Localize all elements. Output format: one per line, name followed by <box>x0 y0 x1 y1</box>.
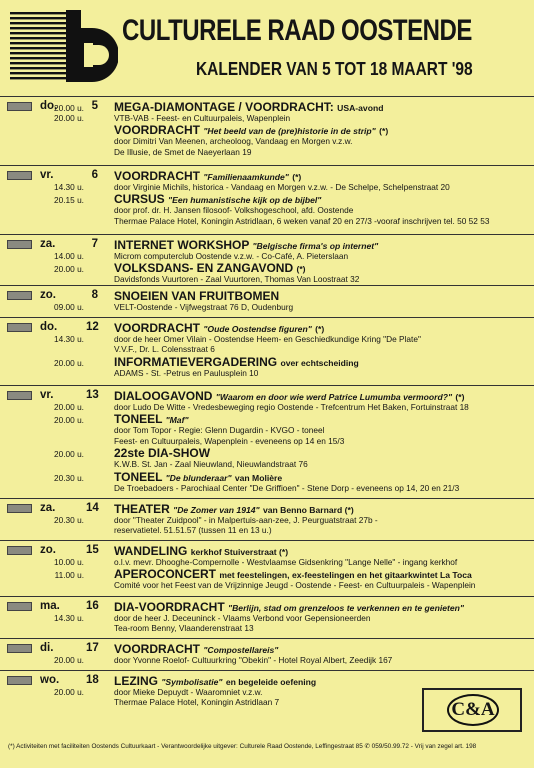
calendar-period: KALENDER VAN 5 TOT 18 MAART '98 <box>196 59 473 79</box>
event-heading <box>114 567 472 581</box>
event-subtitle: "Symbolisatie" <box>161 677 223 687</box>
event-detail: Comité voor het Feest van de Vrijzinnige Jeugd - Oostende - Feest- en Cultuurpaleis - Wapenplein <box>114 580 476 591</box>
event-subtitle: "Compostellareis" <box>203 645 279 655</box>
event-note: (*) <box>296 264 306 275</box>
event-subtitle: "Oude Oostendse figuren" <box>203 324 312 334</box>
event-time: 20.00 u. <box>54 449 84 460</box>
event-heading <box>114 600 464 614</box>
day-date: 18 <box>86 674 99 686</box>
event-heading <box>114 321 324 335</box>
day-name: zo. <box>40 289 56 301</box>
event-note: (*) <box>315 324 325 334</box>
event-detail: VTB-VAB - Feest- en Cultuurpaleis, Wapenplein <box>114 113 291 123</box>
day-marker-bar <box>7 171 32 180</box>
event-detail: door Ludo De Witte - Vredesbeweging regio Oostende - Trefcentrum Het Baken, Fortuinstraat 18 <box>114 402 469 412</box>
event-detail: Microm computerclub Oostende v.z.w. - Co-Café, A. Pieterslaan <box>114 251 349 261</box>
day-date: 7 <box>91 238 98 250</box>
calendar-day <box>0 670 534 708</box>
event-subtitle: "Familienaamkunde" <box>203 172 289 182</box>
day-name: di. <box>40 642 54 654</box>
event-detail: De Troebadoers - Parochiaal Center "De Griffioen" - Stene Dorp - eveneens op 14, 20 en 21/3 <box>114 482 460 493</box>
day-marker-bar <box>7 504 32 513</box>
event-detail: door Tom Topor - Regie: Glenn Dugardin - KVGO - toneel <box>114 425 325 436</box>
day-date: 6 <box>91 169 98 181</box>
footer-note: (*) Activiteiten met faciliteiten Oostends Cultuurkaart - Verantwoordelijke uitgever: Culturele Raad Oostende, Leffingestraat 85 ✆ 059/50.99.72 - Vrij van zegel art. 198 <box>8 743 477 750</box>
day-name: wo. <box>40 674 60 686</box>
event-title: INFORMATIEVERGADERING <box>114 354 278 369</box>
event-detail: door de heer J. Deceuninck - Vlaams Verbond voor Gepensioneerden <box>114 613 371 623</box>
event-heading <box>114 412 189 426</box>
event-title: WANDELING <box>114 544 188 558</box>
event-time: 20.15 u. <box>54 195 84 206</box>
event-heading <box>114 674 316 688</box>
day-marker-bar <box>7 323 32 332</box>
event-heading <box>114 169 301 183</box>
event-note: en begeleide oefening <box>225 677 317 687</box>
event-time: 20.30 u. <box>54 472 84 483</box>
event-time: 20.00 u. <box>54 415 84 426</box>
event-title: MEGA-DIAMONTAGE / VOORDRACHT: <box>114 100 334 114</box>
event-note: van Molière <box>234 472 283 483</box>
event-title: APEROCONCERT <box>114 567 217 582</box>
event-detail: Thermae Palace Hotel, Koningin Astridlaan, 6 weken vanaf 20 en 27/3 -vooraf inschrijven tel. 50 52 53 <box>114 215 490 226</box>
culturele-raad-logo <box>10 10 118 84</box>
day-marker-bar <box>7 546 32 555</box>
event-detail: ADAMS - St. -Petrus en Paulusplein 10 <box>114 367 259 378</box>
event-subtitle: "De Zomer van 1914" <box>173 505 260 515</box>
event-detail: door "Theater Zuidpool" - in Malpertuis-aan-zee, J. Peurguatstraat 27b - <box>114 515 378 525</box>
event-title: SNOEIEN VAN FRUITBOMEN <box>114 289 280 303</box>
event-title: CURSUS <box>114 192 165 207</box>
event-time: 20.00 u. <box>54 103 84 113</box>
event-subtitle: "Waarom en door wie werd Patrice Lumumba vermoord?" <box>215 392 453 402</box>
event-detail: V.V.F., Dr. L. Colensstraat 6 <box>114 344 215 355</box>
event-title: THEATER <box>114 502 170 516</box>
day-marker-bar <box>7 240 32 249</box>
event-line-time: 14.30 u. <box>54 182 84 192</box>
day-date: 12 <box>86 321 99 333</box>
event-heading <box>114 289 279 303</box>
event-heading <box>114 355 359 369</box>
event-detail: Davidsfonds Vuurtoren - Zaal Vuurtoren, Thomas Van Loostraat 32 <box>114 274 360 285</box>
event-title: VOLKSDANS- EN ZANGAVOND <box>114 261 294 276</box>
event-subtitle: "Maf" <box>165 415 189 426</box>
event-title: DIA-VOORDRACHT <box>114 600 225 614</box>
event-note: over echtscheiding <box>280 357 359 368</box>
day-marker-bar <box>7 676 32 685</box>
day-marker-bar <box>7 644 32 653</box>
event-line-time: 20.30 u. <box>54 515 84 525</box>
event-heading <box>114 642 278 656</box>
event-title: VOORDRACHT <box>114 169 200 183</box>
day-date: 16 <box>86 600 99 612</box>
event-title: 22ste DIA-SHOW <box>114 446 211 461</box>
event-detail: door Dimitri Van Meenen, archeoloog, Vandaag en Morgen v.z.w. <box>114 136 353 147</box>
event-title: VOORDRACHT <box>114 123 200 138</box>
day-marker-bar <box>7 391 32 400</box>
event-subtitle: "Het beeld van de (pre)historie in de strip" <box>203 126 376 137</box>
calendar-day <box>0 540 534 591</box>
day-date: 17 <box>86 642 99 654</box>
event-title: VOORDRACHT <box>114 321 200 335</box>
event-note: (*) <box>292 172 302 182</box>
calendar-day <box>0 638 534 665</box>
event-note: (*) <box>455 392 465 402</box>
calendar-day <box>0 96 534 157</box>
event-heading <box>114 470 282 484</box>
event-heading <box>114 261 306 275</box>
event-title: LEZING <box>114 674 158 688</box>
page-title: CULTURELE RAAD OOSTENDE <box>122 14 472 47</box>
event-detail: De Illusie, de Smet de Naeyerlaan 19 <box>114 146 252 157</box>
event-subtitle: "Een humanistische kijk op de bijbel" <box>168 195 322 206</box>
event-time: 20.00 u. <box>54 264 84 275</box>
calendar-day <box>0 596 534 634</box>
event-detail: Thermae Palace Hotel, Koningin Astridlaan 7 <box>114 697 280 708</box>
sponsor-logo-text: C&A <box>447 694 499 726</box>
day-name: za. <box>40 238 56 250</box>
event-detail: door Virginie Michils, historica - Vandaag en Morgen v.z.w. - De Schelpe, Schelpenstraat 20 <box>114 182 450 192</box>
calendar-day <box>0 285 534 312</box>
event-detail: door de heer Omer Vilain - Oostendse Heem- en Geschiedkundige Kring "De Plate" <box>114 334 421 344</box>
event-heading <box>114 446 210 460</box>
day-name: do. <box>40 100 58 112</box>
event-note: USA-avond <box>337 103 384 113</box>
event-detail: Feest- en Cultuurpaleis, Wapenplein - eveneens op 14 en 15/3 <box>114 435 345 446</box>
event-heading <box>114 192 321 206</box>
event-subtitle: "De blunderaar" <box>165 472 232 483</box>
event-time: 11.00 u. <box>54 570 84 581</box>
calendar-day <box>0 317 534 378</box>
day-date: 13 <box>86 389 99 401</box>
event-detail: VELT-Oostende - Vijfwegstraat 76 D, Oudenburg <box>114 302 294 312</box>
event-subtitle: "Belgische firma's op internet" <box>252 241 379 251</box>
event-heading <box>114 238 378 252</box>
event-title: DIALOOGAVOND <box>114 389 213 403</box>
day-name: do. <box>40 321 58 333</box>
event-heading <box>114 389 464 403</box>
event-detail: o.l.v. mevr. Dhooghe-Compernolle - Westvlaamse Gidsenkring "Lange Nelle" - ingang kerkhof <box>114 557 458 567</box>
event-note: (*) <box>379 126 389 137</box>
event-note: kerkhof Stuiverstraat (*) <box>190 547 289 557</box>
event-line-time: 14.00 u. <box>54 251 84 261</box>
event-heading <box>114 502 354 516</box>
event-time: 20.00 u. <box>54 357 84 368</box>
day-marker-bar <box>7 102 32 111</box>
event-line-time: 20.00 u. <box>54 687 84 697</box>
sponsor-logo <box>422 688 522 732</box>
event-heading <box>114 544 288 558</box>
event-detail: reservatietel. 51.51.57 (tussen 11 en 13 u.) <box>114 525 272 536</box>
event-heading <box>114 123 388 137</box>
event-title: TONEEL <box>114 469 163 484</box>
day-date: 8 <box>91 289 98 301</box>
event-line-time: 09.00 u. <box>54 302 84 312</box>
day-name: zo. <box>40 544 56 556</box>
event-note: van Benno Barnard (*) <box>262 505 354 515</box>
event-detail: door Mieke Depuydt - Waaromniet v.z.w. <box>114 687 263 697</box>
event-title: TONEEL <box>114 412 163 427</box>
day-date: 15 <box>86 544 99 556</box>
event-detail: door prof. dr. H. Jansen filosoof- Volkshogeschool, afd. Oostende <box>114 205 354 216</box>
event-line-time: 14.30 u. <box>54 334 84 344</box>
calendar-day <box>0 498 534 536</box>
day-name: vr. <box>40 169 54 181</box>
event-line-time: 20.00 u. <box>54 402 84 412</box>
event-note: met feestelingen, ex-feestelingen en het gitaarkwintet La Toca <box>219 570 472 581</box>
event-line-time: 20.00 u. <box>54 655 84 665</box>
event-detail: K.W.B. St. Jan - Zaal Nieuwland, Nieuwlandstraat 76 <box>114 459 308 470</box>
event-detail: Tea-room Benny, Vlaanderenstraat 13 <box>114 623 254 634</box>
calendar-day <box>0 234 534 285</box>
event-detail: door Yvonne Roelof- Cultuurkring "Obekin" - Hotel Royal Albert, Zeedijk 167 <box>114 655 393 665</box>
day-date: 14 <box>86 502 99 514</box>
calendar-day <box>0 385 534 493</box>
event-heading <box>114 100 383 114</box>
calendar-day <box>0 165 534 226</box>
event-title: VOORDRACHT <box>114 642 200 656</box>
event-subtitle: "Berlijn, stad om grenzeloos te verkennen en te genieten" <box>228 603 464 613</box>
event-line-time: 20.00 u. <box>54 113 84 123</box>
day-name: za. <box>40 502 56 514</box>
day-name: vr. <box>40 389 54 401</box>
day-marker-bar <box>7 602 32 611</box>
day-date: 5 <box>91 100 98 112</box>
event-title: INTERNET WORKSHOP <box>114 238 250 252</box>
event-line-time: 10.00 u. <box>54 557 84 567</box>
day-name: ma. <box>40 600 60 612</box>
day-marker-bar <box>7 291 32 300</box>
event-line-time: 14.30 u. <box>54 613 84 623</box>
